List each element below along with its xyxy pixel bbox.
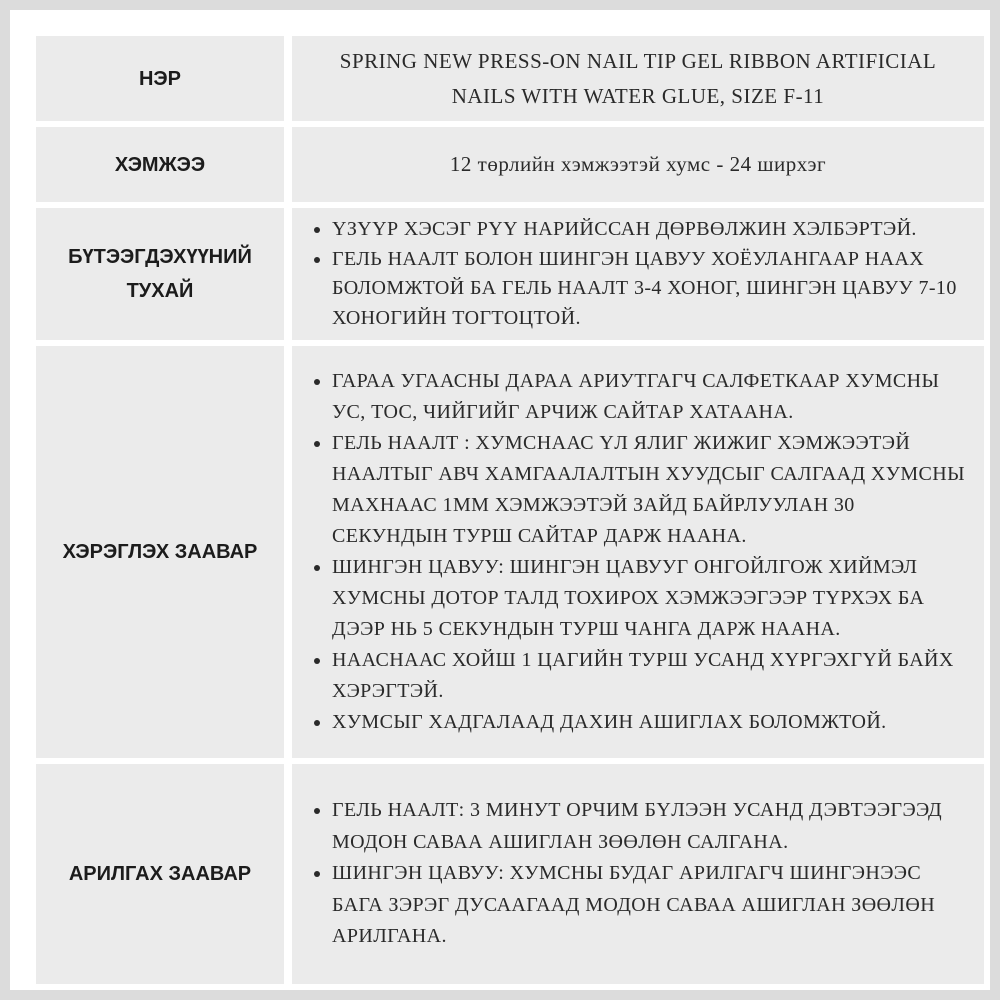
list-item: • ГЕЛЬ НААЛТ: 3 МИНУТ ОРЧИМ БҮЛЭЭН УСАНД ДЭВТЭЭГЭЭД МОДОН САВАА АШИГЛАН ЗӨӨЛӨН САЛГАНА. [332, 795, 972, 858]
name-label-cell [36, 36, 284, 121]
usage-list [302, 366, 972, 738]
list-item: • ГЕЛЬ НААЛТ БОЛОН ШИНГЭН ЦАВУУ ХОЁУЛАНГААР НААХ БОЛОМЖТОЙ БА ГЕЛЬ НААЛТ 3-4 ХОНОГ, ШИНГЭН ЦАВУУ 7-10 ХОНОГИЙН ТОГТОЦТОЙ. [332, 245, 972, 334]
list-item: • ШИНГЭН ЦАВУУ: ШИНГЭН ЦАВУУГ ОНГОЙЛГОЖ ХИЙМЭЛ ХУМСНЫ ДОТОР ТАЛД ТОХИРОХ ХЭМЖЭЭГЭЭР ТҮРХЭХ БА ДЭЭР НЬ 5 СЕКУНДЫН ТУРШ ЧАНГА ДАРЖ НААНА. [332, 552, 972, 645]
usage-label: ХЭРЭГЛЭХ ЗААВАР [62, 541, 258, 563]
list-item: • ГЕЛЬ НААЛТ : ХУМСНААС ҮЛ ЯЛИГ ЖИЖИГ ХЭМЖЭЭТЭЙ НААЛТЫГ АВЧ ХАМГААЛАЛТЫН ХУУДСЫГ САЛГААД ХУМСНЫ МАХНААС 1ММ ХЭМЖЭЭТЭЙ ЗАЙД БАЙРЛУУЛАН 30 СЕКУНДЫН ТУРШ САЙТАР ДАРЖ НААНА. [332, 428, 972, 552]
list-item: • ГАРАА УГААСНЫ ДАРАА АРИУТГАГЧ САЛФЕТКААР ХУМСНЫ УС, ТОС, ЧИЙГИЙГ АРЧИЖ САЙТАР ХАТААНА. [332, 366, 972, 428]
list-item: • НААСНААС ХОЙШ 1 ЦАГИЙН ТУРШ УСАНД ХҮРГЭХГҮЙ БАЙХ ХЭРЭГТЭЙ. [332, 645, 972, 707]
removal-list [302, 795, 972, 953]
size-label-cell [36, 127, 284, 202]
removal-value-cell [292, 764, 984, 984]
list-item: • ХУМСЫГ ХАДГАЛААД ДАХИН АШИГЛАХ БОЛОМЖТОЙ. [332, 707, 972, 738]
about-label: БҮТЭЭГДЭХҮҮНИЙ ТУХАЙ [68, 246, 252, 302]
size-label: ХЭМЖЭЭ [114, 153, 206, 176]
about-list [302, 215, 972, 333]
about-value-cell [292, 208, 984, 340]
product-info-table [36, 36, 984, 984]
about-label-cell [36, 208, 284, 340]
list-item: • ШИНГЭН ЦАВУУ: ХУМСНЫ БУДАГ АРИЛГАГЧ ШИНГЭНЭЭС БАГА ЗЭРЭГ ДУСААГААД МОДОН САВАА АШИГЛАН ЗӨӨЛӨН АРИЛГАНА. [332, 858, 972, 953]
removal-label: АРИЛГАХ ЗААВАР [68, 863, 252, 885]
removal-label-cell [36, 764, 284, 984]
usage-label-cell [36, 346, 284, 758]
name-value: SPRING NEW PRESS-ON NAIL TIP GEL RIBBON ARTIFICIAL NAILS WITH WATER GLUE, SIZE F-11 [339, 48, 937, 108]
name-label: НЭР [138, 67, 181, 90]
name-value-cell [292, 36, 984, 121]
size-value-cell [292, 127, 984, 202]
size-value: 12 төрлийн хэмжээтэй хумс - 24 ширхэг [449, 152, 827, 176]
list-item: • ҮЗҮҮР ХЭСЭГ РҮҮ НАРИЙССАН ДӨРВӨЛЖИН ХЭЛБЭРТЭЙ. [332, 215, 972, 245]
usage-value-cell [292, 346, 984, 758]
